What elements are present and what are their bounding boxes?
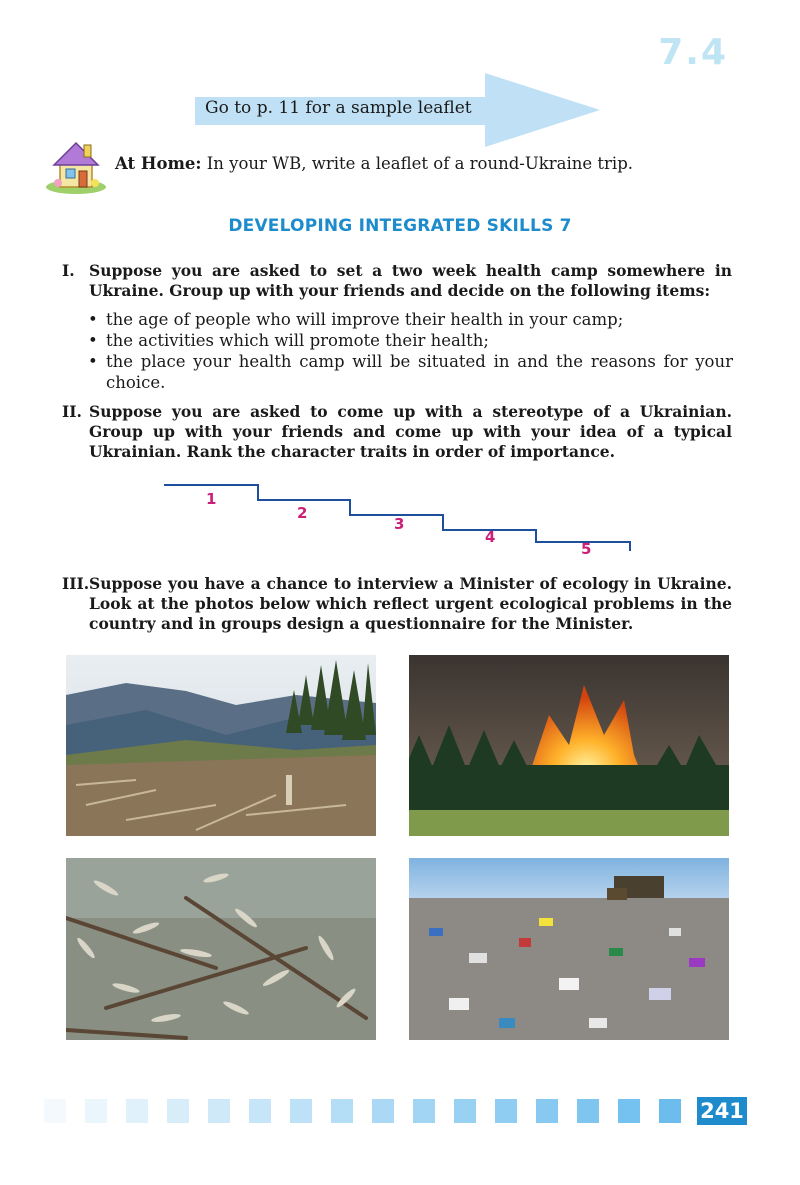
task-text: Suppose you are asked to set a two week health camp somewhere in Ukraine. Group up with your friends and decide on the following items: (89, 261, 732, 300)
step-number: 1 (206, 490, 217, 508)
home-task-text: In your WB, write a leaflet of a round-Ukraine trip. (201, 154, 634, 173)
step-number: 2 (297, 504, 308, 522)
task-2 (62, 402, 732, 462)
list-item-text: the activities which will promote their health; (106, 331, 489, 350)
house-icon (44, 137, 108, 199)
task-text: Suppose you are asked to come up with a stereotype of a Ukrainian. Group up with your friends and come up with your idea of a typical Ukrainian. Rank the character traits in order of importance. (89, 402, 732, 461)
step-number: 5 (581, 540, 592, 558)
sample-leaflet-arrow (195, 73, 600, 147)
task-1-bullets (88, 309, 733, 393)
list-item (88, 309, 733, 330)
ranking-steps (160, 480, 640, 559)
task-number: I. (62, 261, 75, 280)
bullet-icon: • (88, 331, 98, 350)
deforestation-photo (66, 655, 376, 836)
list-item-text: the place your health camp will be situated in and the reasons for your choice. (106, 352, 733, 392)
task-text: Suppose you have a chance to interview a Minister of ecology in Ukraine. Look at the photos below which reflect urgent ecological problems in the country and in groups design a questionnaire for the Minister. (89, 574, 732, 633)
home-task (115, 154, 633, 173)
task-3 (62, 574, 732, 634)
task-1 (62, 261, 732, 301)
step-number: 3 (394, 515, 405, 533)
home-task-label: At Home: (115, 154, 202, 173)
bullet-icon: • (88, 352, 98, 371)
landfill-photo (409, 858, 729, 1040)
page-number: 241 (697, 1097, 747, 1125)
list-item (88, 330, 733, 351)
dead-fish-photo (66, 858, 376, 1040)
task-number: III. (62, 574, 90, 593)
section-title: DEVELOPING INTEGRATED SKILLS 7 (228, 216, 572, 236)
forest-fire-photo (409, 655, 729, 836)
section-number: 7.4 (658, 32, 728, 73)
list-item (88, 351, 733, 393)
bullet-icon: • (88, 310, 98, 329)
sample-leaflet-note: Go to p. 11 for a sample leaflet (205, 98, 472, 118)
step-number: 4 (485, 528, 496, 546)
list-item-text: the age of people who will improve their health in your camp; (106, 310, 624, 329)
task-number: II. (62, 402, 82, 421)
